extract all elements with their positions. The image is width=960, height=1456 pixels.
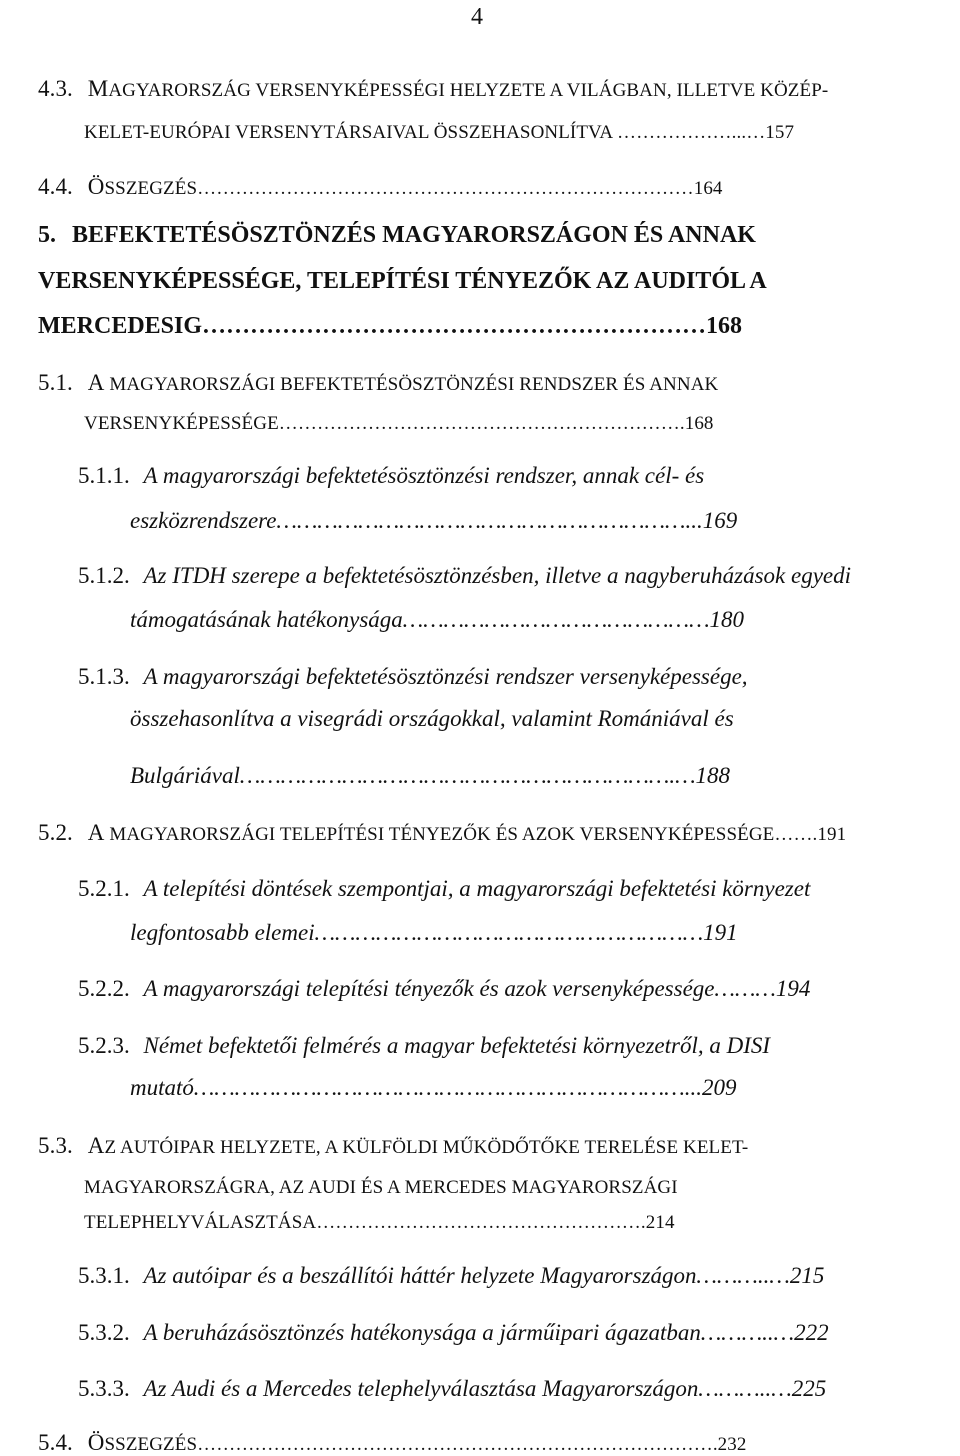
- toc-number: 5.1.2.: [78, 563, 130, 588]
- toc-entry-4-3-line1[interactable]: [38, 76, 828, 102]
- toc-title-initial: Ö: [87, 174, 105, 199]
- toc-entry-5-1-line2[interactable]: VERSENYKÉPESSÉGE……………………………………………………….168: [84, 413, 714, 434]
- toc-entry-5-3-1[interactable]: [78, 1263, 824, 1289]
- toc-title: SSZEGZÉS……………………………………………………………………….232: [104, 1434, 747, 1455]
- toc-entry-5-1-3-line3[interactable]: Bulgáriával……………………………………………………….…188: [130, 763, 731, 788]
- toc-entry-5-2-3-line1[interactable]: [78, 1033, 770, 1059]
- toc-entry-5-line3[interactable]: MERCEDESIG………………………………………………………168: [38, 313, 743, 339]
- toc-number: 4.3.: [38, 76, 73, 101]
- toc-number: 5.2.: [38, 820, 73, 845]
- toc-entry-5-line2[interactable]: VERSENYKÉPESSÉGE, TELEPÍTÉSI TÉNYEZŐK AZ AUDITÓL A: [38, 268, 767, 294]
- toc-entry-5-1-2-line2[interactable]: támogatásának hatékonysága………………………………………180: [130, 607, 745, 632]
- toc-entry-5-3-3[interactable]: [78, 1376, 826, 1402]
- toc-title: Az ITDH szerepe a befektetésösztönzésben, illetve a nagyberuházások egyedi: [143, 563, 851, 588]
- toc-title-initial: A: [87, 370, 105, 395]
- toc-title-initial: A: [87, 820, 105, 845]
- toc-entry-5-1-2-line1[interactable]: [78, 563, 851, 589]
- toc-entry-5-3-line1[interactable]: [38, 1133, 748, 1159]
- toc-number: 5.3.1.: [78, 1263, 130, 1288]
- toc-title: A magyarországi telepítési tényezők és azok versenyképessége………194: [143, 976, 811, 1001]
- toc-title: MAGYARORSZÁGI BEFEKTETÉSÖSZTÖNZÉSI RENDSZER ÉS ANNAK: [104, 374, 719, 395]
- toc-entry-5-2-1-line2[interactable]: legfontosabb elemei…………………………………………………191: [130, 920, 738, 945]
- toc-title-initial: Ö: [87, 1430, 105, 1455]
- toc-title: Az Audi és a Mercedes telephelyválasztása Magyarországon………..…225: [143, 1376, 827, 1401]
- toc-title-initial: A: [87, 1133, 105, 1158]
- toc-number: 5.4.: [38, 1430, 73, 1455]
- toc-entry-5-2-3-line2[interactable]: mutató………………………………………………………………...209: [130, 1075, 737, 1100]
- toc-entry-5-1-1-line2[interactable]: eszközrendszere……………………………………………………...169: [130, 508, 738, 533]
- toc-entry-5-2[interactable]: [38, 820, 846, 846]
- toc-title: A beruházásösztönzés hatékonysága a járműipari ágazatban………..…222: [143, 1320, 829, 1345]
- toc-title: SSZEGZÉS……………………………………………………………………164: [104, 178, 723, 199]
- toc-number: 5.1.3.: [78, 664, 130, 689]
- toc-title: Az autóipar és a beszállítói háttér helyzete Magyarországon………..…215: [143, 1263, 825, 1288]
- toc-entry-4-3-line2[interactable]: KELET-EURÓPAI VERSENYTÁRSAIVAL ÖSSZEHASONLÍTVA ………………...…157: [84, 122, 795, 143]
- toc-entry-5-1-3-line2[interactable]: összehasonlítva a visegrádi országokkal, valamint Romániával és: [130, 706, 734, 731]
- toc-title: A telepítési döntések szempontjai, a magyarországi befektetési környezet: [143, 876, 811, 901]
- page-number: 4: [471, 4, 483, 30]
- toc-entry-5-4[interactable]: [38, 1430, 746, 1456]
- toc-title: BEFEKTETÉSÖSZTÖNZÉS MAGYARORSZÁGON ÉS ANNAK: [72, 222, 756, 248]
- toc-entry-5-1-1-line1[interactable]: [78, 463, 704, 489]
- toc-title: AGYARORSZÁG VERSENYKÉPESSÉGI HELYZETE A VILÁGBAN, ILLETVE KÖZÉP-: [108, 80, 829, 101]
- toc-title: Z AUTÓIPAR HELYZETE, A KÜLFÖLDI MŰKÖDŐTŐKE TERELÉSE KELET-: [104, 1137, 749, 1158]
- toc-number: 5.2.1.: [78, 876, 130, 901]
- toc-number: 5.: [38, 222, 56, 248]
- toc-title: MAGYARORSZÁGI TELEPÍTÉSI TÉNYEZŐK ÉS AZOK VERSENYKÉPESSÉGE…….191: [104, 824, 847, 845]
- toc-number: 5.3.: [38, 1133, 73, 1158]
- toc-entry-5-3-line2[interactable]: MAGYARORSZÁGRA, AZ AUDI ÉS A MERCEDES MAGYARORSZÁGI: [84, 1177, 678, 1198]
- toc-entry-5-line1[interactable]: [38, 222, 756, 249]
- toc-title: A magyarországi befektetésösztönzési rendszer versenyképessége,: [143, 664, 748, 689]
- toc-title: Német befektetői felmérés a magyar befektetési környezetről, a DISI: [143, 1033, 771, 1058]
- toc-entry-5-2-1-line1[interactable]: [78, 876, 810, 902]
- toc-entry-5-3-2[interactable]: [78, 1320, 829, 1346]
- toc-number: 4.4.: [38, 174, 73, 199]
- toc-entry-5-1-3-line1[interactable]: [78, 664, 748, 690]
- toc-title-initial: M: [87, 76, 109, 101]
- toc-title: A magyarországi befektetésösztönzési rendszer, annak cél- és: [143, 463, 705, 488]
- toc-entry-4-4[interactable]: [38, 174, 723, 200]
- toc-number: 5.1.: [38, 370, 73, 395]
- toc-number: 5.3.2.: [78, 1320, 130, 1345]
- toc-number: 5.3.3.: [78, 1376, 130, 1401]
- toc-number: 5.1.1.: [78, 463, 130, 488]
- toc-number: 5.2.2.: [78, 976, 130, 1001]
- toc-entry-5-2-2[interactable]: [78, 976, 810, 1002]
- toc-entry-5-3-line3[interactable]: TELEPHELYVÁLASZTÁSA…………………………………………….214: [84, 1212, 675, 1233]
- toc-entry-5-1-line1[interactable]: [38, 370, 718, 396]
- toc-number: 5.2.3.: [78, 1033, 130, 1058]
